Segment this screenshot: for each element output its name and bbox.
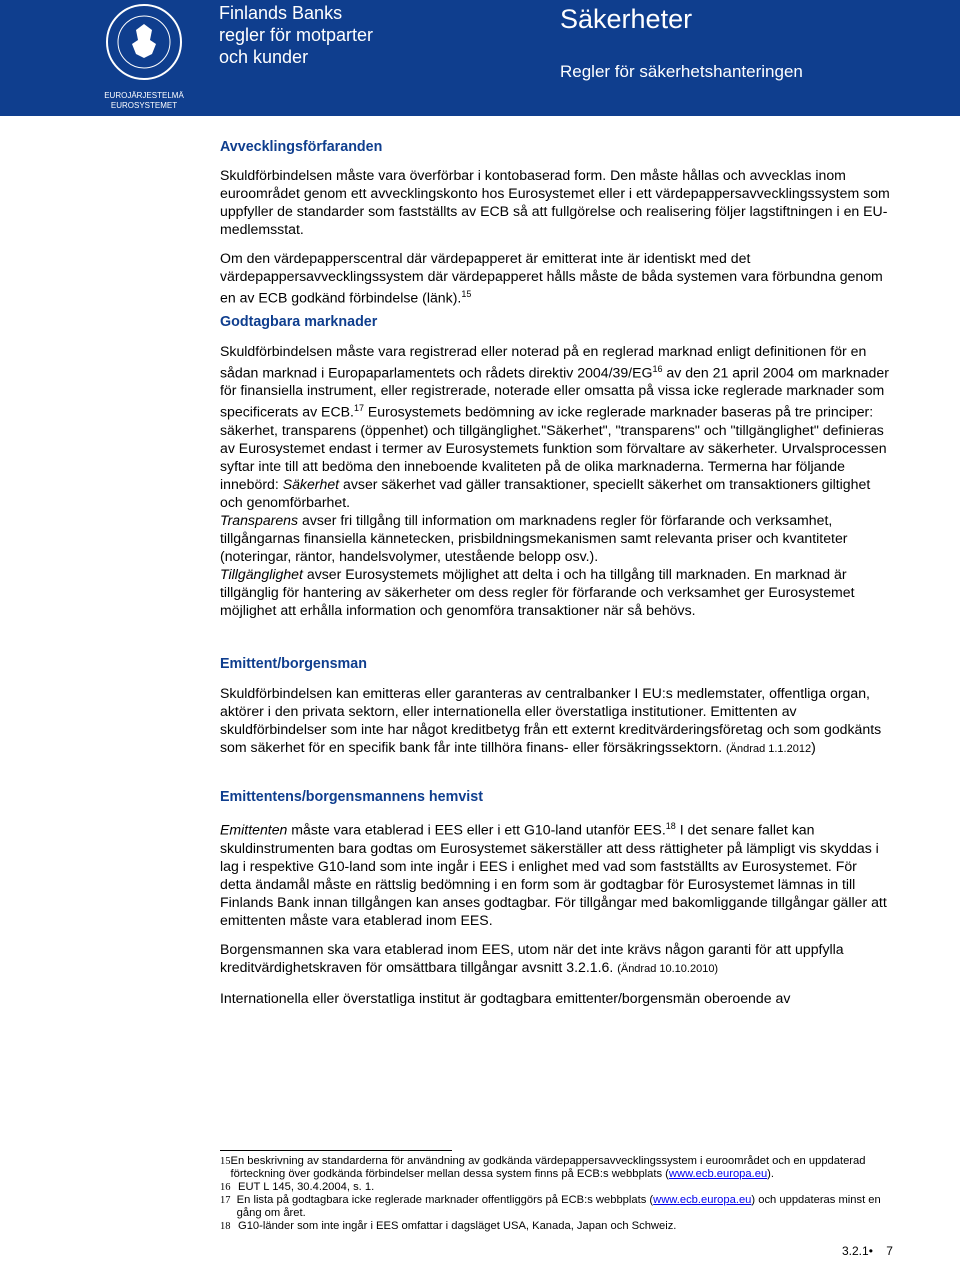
footnote-text: En lista på godtagbara icke reglerade marknader offentliggörs på ECB:s webbplats (www.ecb.europa.eu) och uppdateras minst en gång om året. bbox=[236, 1194, 881, 1219]
footnote-18 bbox=[220, 1220, 900, 1233]
heading-emittentens-hemvist: Emittentens/borgensmannens hemvist bbox=[220, 789, 483, 806]
header-left-line3: och kunder bbox=[219, 47, 309, 67]
header-left-line1: Finlands Banks bbox=[219, 3, 343, 23]
paragraph: Borgensmannen ska vara etablerad inom EES, utom när det inte krävs någon garanti för att uppfylla kreditvärdighetskraven för omsättbara tillgångar avsnitt 3.2.1.6. (Ändrad 10.10.2010) bbox=[220, 940, 844, 975]
footnote-text: G10-länder som inte ingår i EES omfattar i dagsläget USA, Kanada, Japan och Schweiz. bbox=[238, 1220, 677, 1232]
header-left-line2: regler för motparter bbox=[219, 25, 374, 45]
footnote-16 bbox=[220, 1181, 900, 1194]
footnote-17 bbox=[220, 1194, 900, 1220]
bank-seal-logo bbox=[100, 2, 188, 110]
footnote-text: EUT L 145, 30.4.2004, s. 1. bbox=[238, 1181, 375, 1193]
footnote-15 bbox=[220, 1155, 900, 1181]
page-number: 3.2.1• 7 bbox=[842, 1244, 893, 1258]
footnote-number: 16 bbox=[220, 1182, 231, 1193]
footnote-divider bbox=[220, 1150, 452, 1151]
paragraph: Skuldförbindelsen kan emitteras eller garanteras av centralbanker I EU:s medlemstater, offentliga organ, aktörer i den privata sektorn, eller internationella eller överstatliga institutioner. Emittenten av skuldförbindelser som inte har något kreditbetyg från ett externt kreditvärderingsföretag och som godkänts som säkerhet för en specifik bank får inte tillhöra finans- eller försäkringssektorn. (Ändrad 1.1.2012) bbox=[220, 685, 882, 756]
footnote-ref: 15 bbox=[461, 289, 472, 299]
footnote-number: 17 bbox=[220, 1195, 231, 1206]
svg-text:EUROSYSTEMET: EUROSYSTEMET bbox=[110, 101, 178, 110]
heading-godtagbara-marknader: Godtagbara marknader bbox=[220, 313, 378, 330]
page-title: Säkerheter bbox=[560, 4, 693, 34]
heading-avvecklingsforfaranden: Avvecklingsförfaranden bbox=[220, 139, 383, 155]
svg-text:EUROJÄRJESTELMÄ: EUROJÄRJESTELMÄ bbox=[104, 91, 184, 100]
paragraph: Skuldförbindelsen måste vara registrerad eller noterad på en reglerad marknad enligt definitionen för en sådan marknad i Europaparlamentets och rådets direktiv 2004/39/EG$^{16}$ av den 21 april 2004 om marknader för finansiella instrument, eller registrerade, noterade eller omsatta på vissa icke reglerade marknader som specificerats av ECB.$^{17}$ Eurosystemets bedömning av icke reglerade marknader baseras på tre principer: säkerhet, transparens (öppenhet) och tillgänglighet."Säkerhet", "transparens" och "tillgänglighet" definieras av Eurosystemet endast i termer av Eurosystemets funktion som förvaltare av säkerheter. Urvalsprocessen syftar inte till att bedöma den inneboende kvaliteten på de olika marknaderna. Termerna har följande innebörd: Säkerhet avser säkerhet vad gäller transaktioner, speciellt säkerhet om transaktioners giltighet och genomförbarhet. Transparens avser fri tillgång till information om marknadens regler för förfarande och verksamhet, tillgångarnas finansiella kännetecken, prisbildningsmekanismen samt relevanta priser och kvantiteter (noteringar, räntor, handelsvolymer, utestående belopp osv.). Tillgänglighet avser Eurosystemets möjlighet att delta i och ha tillgång till marknaden. En marknad är tillgänglig för hantering av säkerheter om dess regler för förfarande och verksamhet ger Eurosystemet möjlighet att erhålla information och genomföra transaktioner när så behövs. bbox=[220, 342, 889, 619]
footnote-ref: 18 bbox=[665, 821, 676, 832]
paragraph: Om den värdepapperscentral där värdepapperet är emitterat inte är identiskt med det värdepappersavvecklingssystem där värdepapperet hålls måste de båda systemen vara förbundna genom en av ECB godkänd förbindelse (länk).$^{15}$ bbox=[220, 250, 883, 306]
document-body bbox=[220, 138, 890, 1007]
paragraph: Emittenten måste vara etablerad i EES eller i ett G10-land utanför EES.$^{18}$ I det senare fallet kan skuldinstrumenten bara godtas om Eurosystemet säkerställer att dess rättigheter på lämpligt vis skyddas i lag i respektive G10-land som inte ingår i EES i enlighet med vad som fastställts av Eurosystemet. För detta ändamål måste en rättslig bedömning i en form som är godtagbar för Eurosystemet lämnas in till Finlands Bank innan tillgången kan anses godtagbar. För tillgångar med bakomliggande tillgångar gäller att emittenten måste vara etablerad inom EES. bbox=[220, 821, 887, 928]
ecb-link[interactable]: www.ecb.europa.eu bbox=[668, 1168, 768, 1180]
footnote-ref: 16 bbox=[652, 363, 663, 374]
footnote-text: En beskrivning av standarderna för användning av godkända värdepappersavvecklingssystem i euroområdet och en uppdaterad förteckning över godkända förbindelser mellan dessa system finns på ECB:s webbplats (www.ecb.europa.eu). bbox=[230, 1155, 866, 1180]
header-left-text bbox=[219, 2, 373, 68]
heading-emittent-borgensman: Emittent/borgensman bbox=[220, 656, 367, 673]
page-header bbox=[0, 0, 960, 116]
page-subtitle: Regler för säkerhetshanteringen bbox=[560, 62, 803, 81]
paragraph: Skuldförbindelsen måste vara överförbar i kontobaserad form. Den måste hållas och avvecklas inom euroområdet genom ett avvecklingskonto hos Eurosystemet eller i ett värdepappersavvecklingssystem som uppfyller de standarder som fastställts av ECB så att fullgörelse och realisering följer lagstiftningen i en EU-medlemsstat. bbox=[220, 167, 890, 237]
footnote-list bbox=[220, 1155, 900, 1233]
footnote-number: 18 bbox=[220, 1221, 231, 1232]
ecb-link[interactable]: www.ecb.europa.eu bbox=[653, 1194, 752, 1206]
paragraph: Internationella eller överstatliga institut är godtagbara emittenter/borgensmän oberoende av bbox=[220, 989, 791, 1006]
footnote-number: 15 bbox=[220, 1156, 231, 1167]
footnote-ref: 17 bbox=[353, 403, 364, 414]
footnotes bbox=[220, 1150, 900, 1233]
